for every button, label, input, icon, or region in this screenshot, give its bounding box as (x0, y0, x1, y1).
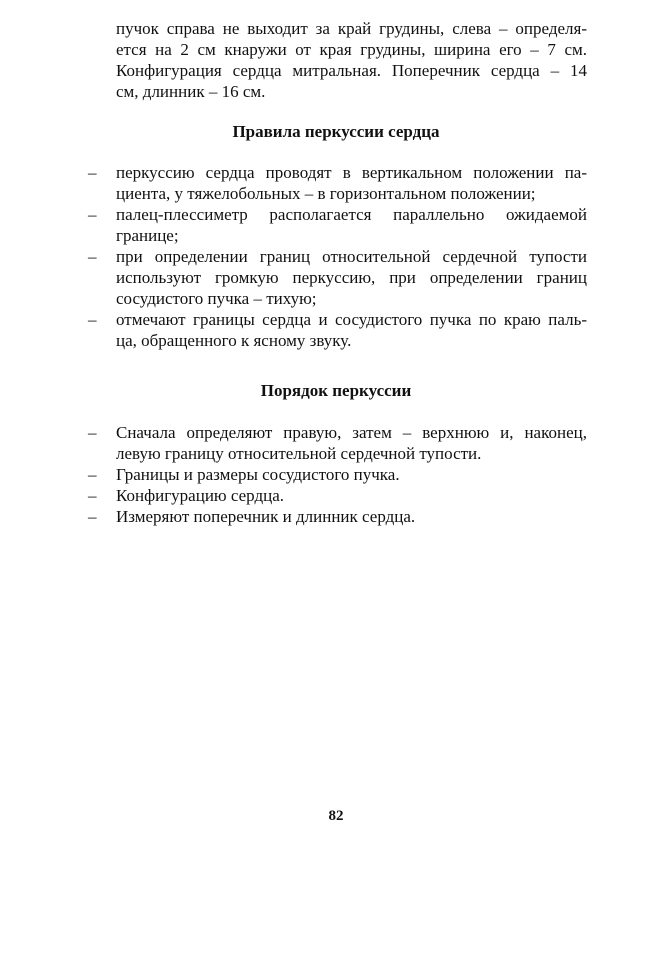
intro-line: ется на 2 см кнаружи от края грудины, ширина его – 7 см. (116, 40, 587, 59)
list-item (0, 422, 672, 464)
list-item-line: отмечают границы сердца и сосудистого пучка по краю паль- (116, 310, 587, 329)
list-item-line: Сначала определяют правую, затем – верхнюю и, наконец, (116, 423, 587, 442)
list-item-line: Измеряют поперечник и длинник сердца. (116, 507, 416, 526)
dash-marker: – (88, 507, 97, 526)
list-item (0, 485, 672, 506)
rules-list (0, 162, 672, 351)
order-list (0, 422, 672, 527)
list-item (0, 204, 672, 246)
list-item (0, 162, 672, 204)
dash-marker: – (88, 205, 97, 224)
intro-line: пучок справа не выходит за край грудины, слева – определя- (116, 19, 587, 38)
list-item-line: ца, обращенного к ясному звуку. (116, 331, 352, 350)
list-item (0, 246, 672, 309)
list-item-line: левую границу относительной сердечной тупости. (116, 444, 482, 463)
list-item-line: палец-плессиметр располагается параллельно ожидаемой (116, 205, 587, 224)
intro-line: Конфигурация сердца митральная. Поперечник сердца – 14 (116, 61, 587, 80)
dash-marker: – (88, 465, 97, 484)
list-item-line: при определении границ относительной сердечной тупости (116, 247, 587, 266)
dash-marker: – (88, 310, 97, 329)
list-item-line: циента, у тяжелобольных – в горизонтальном положении; (116, 184, 536, 203)
dash-marker: – (88, 247, 97, 266)
section-heading-order: Порядок перкуссии (260, 381, 412, 400)
dash-marker: – (88, 163, 97, 182)
dash-marker: – (88, 486, 97, 505)
intro-line: см, длинник – 16 см. (116, 82, 266, 101)
list-item-line: перкуссию сердца проводят в вертикальном положении па- (116, 163, 587, 182)
section-heading-rules: Правила перкуссии сердца (232, 122, 440, 141)
list-item-line: границе; (116, 226, 179, 245)
intro-paragraph (116, 18, 587, 102)
dash-marker: – (88, 423, 97, 442)
list-item-line: используют громкую перкуссию, при определении границ (116, 268, 587, 287)
list-item (0, 464, 672, 485)
list-item (0, 506, 672, 527)
page-number: 82 (328, 808, 344, 824)
list-item-line: Конфигурацию сердца. (116, 486, 284, 505)
list-item-line: сосудистого пучка – тихую; (116, 289, 317, 308)
list-item-line: Границы и размеры сосудистого пучка. (116, 465, 400, 484)
list-item (0, 309, 672, 351)
